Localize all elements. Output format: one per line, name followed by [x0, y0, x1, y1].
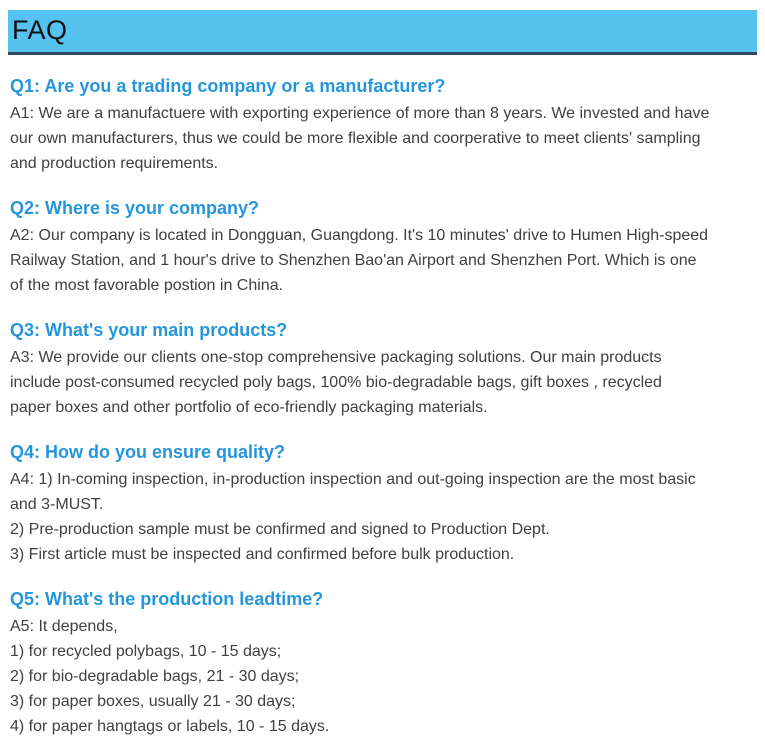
faq-item-q2: [10, 198, 755, 298]
faq-answer-line: and 3-MUST.: [10, 496, 104, 513]
faq-question: Q4: How do you ensure quality?: [10, 442, 286, 462]
faq-question: Q5: What's the production leadtime?: [10, 589, 324, 609]
faq-answer-line: paper boxes and other portfolio of eco-friendly packaging materials.: [10, 399, 488, 416]
faq-item-q3: [10, 320, 755, 420]
faq-content: [0, 76, 765, 739]
faq-answer-line: our own manufacturers, thus we could be more flexible and coorperative to meet clients' sampling: [10, 130, 701, 147]
faq-answer-line: Railway Station, and 1 hour's drive to Shenzhen Bao'an Airport and Shenzhen Port. Which is one: [10, 252, 697, 269]
faq-answer-line: 3) for paper boxes, usually 21 - 30 days;: [10, 693, 296, 710]
faq-answer-line: 2) Pre-production sample must be confirmed and signed to Production Dept.: [10, 521, 550, 538]
faq-item-q4: [10, 442, 755, 567]
faq-answer-line: A1: We are a manufactuere with exporting experience of more than 8 years. We invested and have: [10, 105, 710, 122]
faq-answer-line: 1) for recycled polybags, 10 - 15 days;: [10, 643, 282, 660]
faq-page: [0, 10, 765, 748]
faq-answer-line: A5: It depends,: [10, 618, 118, 635]
faq-answer-line: 2) for bio-degradable bags, 21 - 30 days;: [10, 668, 300, 685]
faq-answer-line: A4: 1) In-coming inspection, in-production inspection and out-going inspection are the most basic: [10, 471, 696, 488]
faq-question: Q1: Are you a trading company or a manufacturer?: [10, 76, 446, 96]
faq-question: Q3: What's your main products?: [10, 320, 288, 340]
faq-question: Q2: Where is your company?: [10, 198, 260, 218]
faq-item-q5: [10, 589, 755, 739]
faq-answer-line: of the most favorable postion in China.: [10, 277, 284, 294]
page-title: FAQ: [12, 14, 68, 45]
faq-answer-line: A2: Our company is located in Dongguan, Guangdong. It's 10 minutes' drive to Humen High-speed: [10, 227, 709, 244]
faq-answer-line: 4) for paper hangtags or labels, 10 - 15 days.: [10, 718, 330, 735]
faq-answer-line: 3) First article must be inspected and confirmed before bulk production.: [10, 546, 515, 563]
faq-answer-line: include post-consumed recycled poly bags, 100% bio-degradable bags, gift boxes , recycled: [10, 374, 662, 391]
faq-header-bar: [8, 10, 757, 55]
faq-answer-line: and production requirements.: [10, 155, 219, 172]
faq-item-q1: [10, 76, 755, 176]
faq-answer-line: A3: We provide our clients one-stop comprehensive packaging solutions. Our main products: [10, 349, 662, 366]
